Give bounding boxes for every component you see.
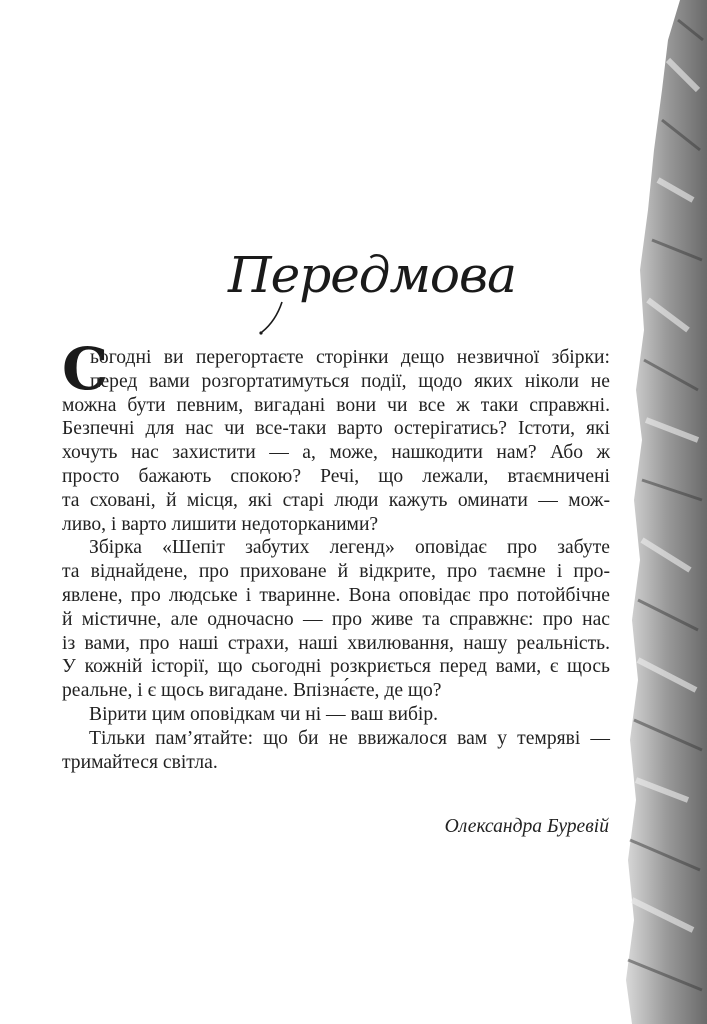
- preface-text: [62, 335, 610, 774]
- text-line: хочуть нас захистити — а, може, нашкодити нам? Або ж: [62, 442, 610, 464]
- text-line: перед вами розгортатимуться події, щодо яких ніколи не: [90, 370, 610, 392]
- text-line: із вами, про наші страхи, наші хвилювання, нашу реальність.: [62, 632, 610, 654]
- text-line: Вірити цим оповідкам чи ні — ваш вибір.: [89, 703, 439, 725]
- text-line: тримайтеся світла.: [62, 751, 218, 773]
- text-line: можна бути певним, вигадані вони чи все ж таки справжні.: [62, 394, 610, 416]
- text-line: Збірка «Шепіт забутих легенд» оповідає про забуте: [89, 537, 610, 559]
- text-line: та віднайдене, про приховане й відкрите, про таємне і про-: [62, 561, 610, 583]
- text-line: й містичне, але одночасно — про живе та справжнє: про нас: [62, 608, 610, 630]
- title-flourish: [258, 300, 288, 336]
- decorative-torn-edge: [618, 0, 707, 1024]
- page-title: Передмова: [228, 246, 516, 304]
- drop-cap: С: [62, 335, 109, 403]
- author-signature: Олександра Буревій: [444, 816, 609, 837]
- text-line: та сховані, й місця, які старі люди кажуть оминати — мож-: [62, 489, 610, 511]
- text-line: просто бажають спокою? Речі, що лежали, втаємничені: [62, 465, 610, 487]
- text-line: явлене, про людське і тваринне. Вона оповідає про потойбічне: [62, 584, 610, 606]
- text-line: Тільки пам’ятайте: що би не ввижалося вам у темряві —: [89, 727, 610, 749]
- text-line: У кожній історії, що сьогодні розкриється перед вами, є щось: [62, 656, 610, 678]
- text-line: Безпечні для нас чи все-таки варто остерігатись? Істоти, які: [62, 418, 610, 440]
- text-line: ливо, і варто лишити недоторканими?: [62, 513, 379, 535]
- text-line: ьогодні ви перегортаєте сторінки дещо незвичної збірки:: [90, 347, 610, 368]
- text-line: реальне, і є щось вигадане. Впізна́єте, де що?: [62, 680, 442, 702]
